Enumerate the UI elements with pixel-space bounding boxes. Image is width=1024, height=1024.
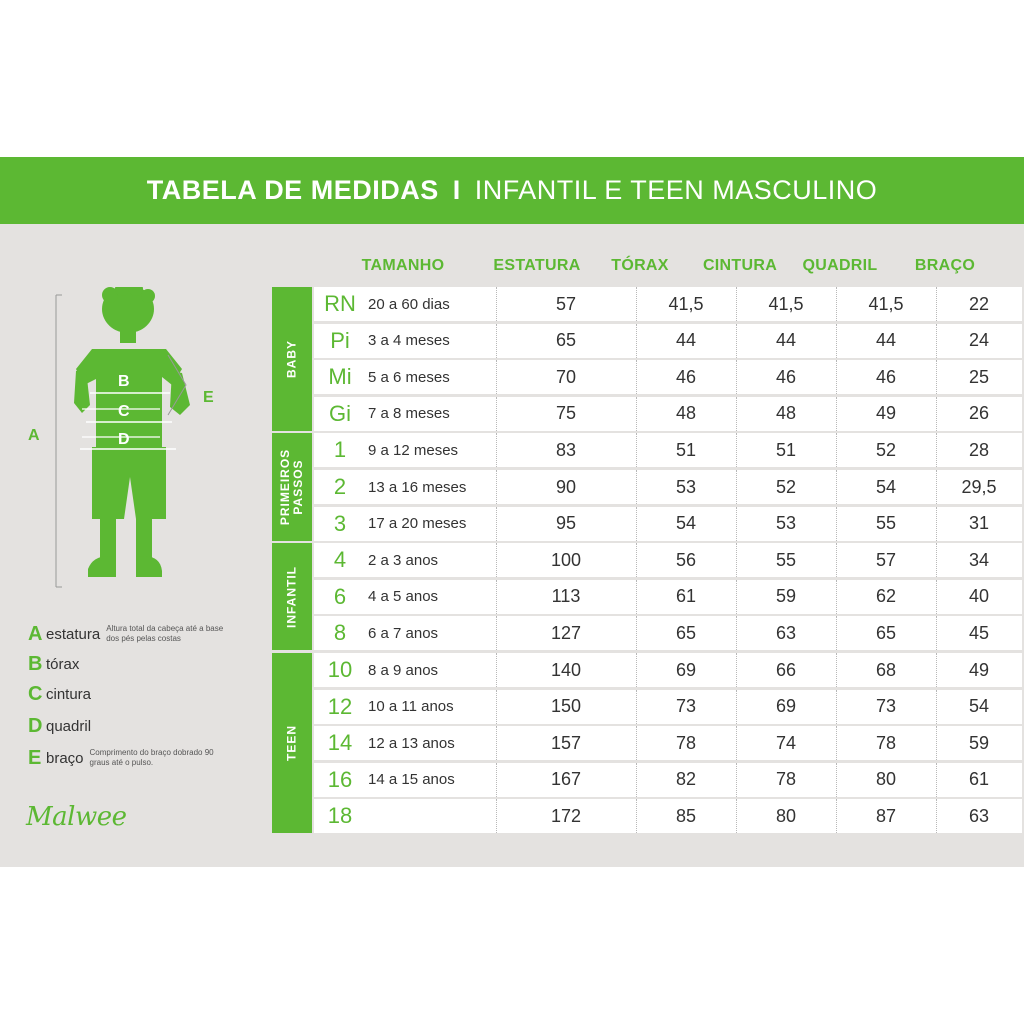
title-sub: INFANTIL E TEEN MASCULINO — [474, 175, 878, 205]
cell-braco: 22 — [968, 293, 990, 314]
cell-torax: 78 — [675, 732, 697, 753]
legend-word: braço — [46, 749, 84, 767]
size-code: Gi — [329, 400, 351, 426]
cell-cintura: 44 — [775, 330, 797, 351]
cell-torax: 65 — [675, 622, 697, 643]
legend-letter: C — [28, 682, 43, 705]
size-code: Pi — [330, 327, 350, 353]
malwee-logo: Malwee — [26, 802, 127, 832]
legend-letter: D — [28, 714, 43, 737]
size-code: 18 — [327, 803, 353, 829]
size-code: 10 — [327, 657, 353, 682]
cell-estatura: 83 — [555, 439, 577, 460]
cell-braco: 31 — [968, 513, 990, 534]
legend-word: tórax — [46, 655, 80, 673]
age-range: 2 a 3 anos — [368, 551, 439, 569]
size-code: 12 — [327, 693, 353, 719]
cell-braco: 45 — [968, 622, 990, 643]
cell-quadril: 65 — [875, 622, 897, 643]
age-range: 4 a 5 anos — [368, 588, 439, 606]
cell-braco: 29,5 — [961, 476, 997, 497]
legend-item-estatura — [28, 619, 236, 649]
cell-cintura: 63 — [775, 622, 797, 643]
cell-estatura: 70 — [555, 366, 577, 387]
cell-torax: 73 — [675, 696, 697, 717]
cell-torax: 41,5 — [668, 293, 704, 314]
cell-braco: 49 — [968, 659, 990, 680]
cell-cintura: 48 — [775, 403, 797, 424]
header-estatura: ESTATURA — [493, 257, 581, 274]
cell-torax: 44 — [675, 330, 697, 351]
age-range: 20 a 60 dias — [368, 295, 450, 313]
age-range: 3 a 4 meses — [368, 332, 450, 350]
cell-quadril: 87 — [875, 805, 897, 826]
cell-braco: 63 — [968, 805, 990, 826]
table-row — [314, 616, 1022, 650]
cell-torax: 51 — [675, 439, 697, 460]
cell-estatura: 65 — [555, 330, 577, 351]
boy-silhouette-icon — [20, 287, 260, 597]
age-range: 7 a 8 meses — [368, 405, 450, 423]
age-range: 17 a 20 meses — [368, 515, 467, 533]
cell-cintura: 78 — [775, 769, 797, 790]
cell-estatura: 113 — [551, 586, 581, 607]
cell-torax: 82 — [675, 769, 697, 790]
age-range: 5 a 6 meses — [368, 368, 450, 386]
table-row — [314, 690, 1022, 724]
cell-quadril: 54 — [875, 476, 897, 497]
table-row — [314, 653, 1022, 687]
title-banner — [0, 157, 1024, 224]
group-label: BABY — [284, 339, 299, 378]
table-row — [314, 470, 1022, 504]
size-code: Mi — [328, 364, 352, 390]
legend-desc: Comprimento do braço dobrado 90 graus até o pulso. — [89, 748, 214, 767]
group-label: PRIMEIROS PASSOS — [278, 448, 305, 526]
cell-quadril: 78 — [875, 732, 897, 753]
cell-cintura: 59 — [775, 586, 797, 607]
cell-estatura: 150 — [550, 696, 582, 717]
figure-label-c: C — [118, 403, 130, 420]
cell-cintura: 74 — [775, 732, 797, 753]
age-range: 9 a 12 meses — [368, 441, 459, 459]
size-chart-card — [0, 157, 1024, 867]
cell-braco: 28 — [968, 439, 990, 460]
figure-label-e: E — [203, 389, 214, 406]
cell-quadril: 49 — [875, 403, 897, 424]
cell-cintura: 69 — [775, 696, 797, 717]
table-row — [314, 580, 1022, 614]
table-row — [314, 726, 1022, 760]
cell-quadril: 57 — [875, 549, 897, 570]
legend-word: estatura — [46, 625, 101, 643]
cell-quadril: 62 — [875, 586, 897, 607]
title-separator: I — [452, 175, 461, 205]
header-braco: BRAÇO — [914, 257, 976, 274]
cell-quadril: 41,5 — [868, 293, 904, 314]
legend-letter: E — [28, 746, 42, 769]
cell-quadril: 52 — [875, 439, 897, 460]
legend-item-cintura — [28, 679, 97, 709]
table-row — [314, 397, 1022, 431]
cell-cintura: 55 — [775, 549, 797, 570]
cell-cintura: 51 — [775, 439, 797, 460]
cell-cintura: 52 — [775, 476, 797, 497]
cell-quadril: 44 — [875, 330, 897, 351]
figure-label-b: B — [118, 373, 130, 390]
cell-torax: 85 — [675, 805, 697, 826]
table-row — [314, 324, 1022, 358]
table-row — [314, 799, 1022, 833]
group-band — [272, 433, 312, 540]
cell-braco: 24 — [968, 330, 990, 351]
header-torax: TÓRAX — [611, 257, 669, 274]
cell-estatura: 172 — [550, 805, 582, 826]
cell-estatura: 95 — [555, 513, 577, 534]
title-main: TABELA DE MEDIDAS — [146, 175, 439, 205]
cell-quadril: 68 — [875, 659, 897, 680]
age-range: 8 a 9 anos — [368, 661, 439, 679]
cell-estatura: 100 — [550, 549, 582, 570]
size-code: 3 — [333, 510, 347, 536]
cell-torax: 46 — [675, 366, 697, 387]
legend-letter: B — [28, 652, 43, 675]
cell-cintura: 66 — [775, 659, 797, 680]
cell-braco: 26 — [968, 403, 990, 424]
size-code: 14 — [327, 730, 353, 756]
cell-quadril: 55 — [875, 513, 897, 534]
figure-label-a: A — [28, 427, 40, 444]
cell-torax: 54 — [675, 513, 697, 534]
header-cintura: CINTURA — [702, 257, 778, 274]
child-figure — [20, 287, 260, 597]
legend-item-braco — [28, 743, 220, 773]
cell-estatura: 90 — [555, 476, 577, 497]
group-label: TEEN — [284, 725, 299, 762]
header-quadril: QUADRIL — [802, 257, 878, 274]
table-row — [314, 360, 1022, 394]
size-code: 4 — [333, 547, 347, 573]
cell-braco: 59 — [968, 732, 990, 753]
cell-braco: 54 — [968, 696, 990, 717]
size-code: 16 — [327, 766, 353, 792]
group-band — [272, 653, 312, 833]
cell-cintura: 46 — [775, 366, 797, 387]
size-code: 8 — [333, 620, 347, 646]
cell-braco: 40 — [968, 586, 990, 607]
cell-cintura: 80 — [775, 805, 797, 826]
cell-estatura: 57 — [555, 293, 577, 314]
table-row — [314, 763, 1022, 797]
table-row — [314, 507, 1022, 541]
cell-braco: 34 — [968, 549, 990, 570]
table-row — [314, 543, 1022, 577]
cell-estatura: 157 — [550, 732, 582, 753]
group-band — [272, 287, 312, 431]
cell-braco: 25 — [968, 366, 990, 387]
cell-estatura: 75 — [555, 403, 577, 424]
legend-item-torax — [28, 649, 85, 679]
cell-torax: 48 — [675, 403, 697, 424]
cell-cintura: 53 — [775, 513, 797, 534]
group-band — [272, 543, 312, 650]
header-tamanho: TAMANHO — [361, 257, 445, 274]
legend-word: quadril — [46, 717, 92, 735]
legend-desc: Altura total da cabeça até a base dos pés pelas costas — [106, 624, 224, 643]
cell-quadril: 80 — [875, 769, 897, 790]
cell-quadril: 73 — [875, 696, 897, 717]
age-range: 13 a 16 meses — [368, 478, 467, 496]
cell-quadril: 46 — [875, 366, 897, 387]
cell-estatura: 127 — [550, 622, 582, 643]
age-range: 14 a 15 anos — [368, 771, 455, 789]
legend-word: cintura — [46, 685, 92, 703]
cell-torax: 61 — [675, 586, 697, 607]
size-table — [272, 287, 1022, 835]
column-headers — [0, 257, 1024, 279]
cell-braco: 61 — [968, 769, 990, 790]
cell-cintura: 41,5 — [768, 293, 804, 314]
age-range: 12 a 13 anos — [368, 734, 455, 752]
size-code: 1 — [333, 437, 347, 463]
cell-estatura: 167 — [550, 769, 582, 790]
cell-estatura: 140 — [550, 659, 582, 680]
group-label: INFANTIL — [284, 565, 299, 628]
table-row — [314, 433, 1022, 467]
size-code: RN — [324, 291, 356, 316]
table-row — [314, 287, 1022, 321]
figure-label-d: D — [118, 431, 130, 448]
age-range: 10 a 11 anos — [368, 698, 454, 716]
cell-torax: 69 — [675, 659, 697, 680]
legend-item-quadril — [28, 711, 97, 741]
size-code: 6 — [333, 583, 347, 609]
legend-letter: A — [28, 622, 43, 645]
size-code: 2 — [333, 474, 347, 499]
age-range: 6 a 7 anos — [368, 624, 439, 642]
cell-torax: 53 — [675, 476, 697, 497]
cell-torax: 56 — [675, 549, 697, 570]
